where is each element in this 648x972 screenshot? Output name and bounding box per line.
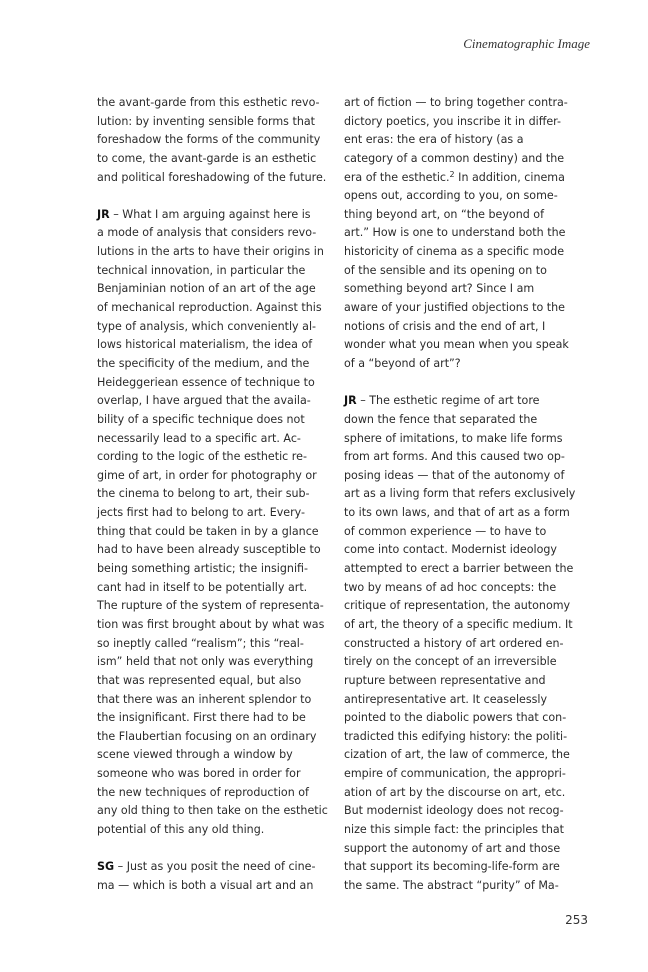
- text-line: ma — which is both a visual art and an: [97, 878, 314, 892]
- line-group: [344, 94, 576, 169]
- text-line: dictory poetics, you inscribe it in differ-: [344, 114, 562, 128]
- text-line: opens out, according to you, on some-: [344, 189, 558, 203]
- speaker-initials: SG: [97, 860, 115, 874]
- text-line: technical innovation, in particular the: [97, 263, 306, 277]
- text-line: attempted to erect a barrier between the: [344, 562, 574, 576]
- text-line: sphere of imitations, to make life forms: [344, 431, 563, 445]
- text-line: critique of representation, the autonomy: [344, 599, 571, 613]
- text-line: gime of art, in order for photography or: [97, 468, 317, 482]
- text-line: the new techniques of reproduction of: [97, 785, 309, 799]
- text-line: cant had in itself to be potentially art.: [97, 580, 308, 594]
- text-line: the cinema to belong to art, their sub-: [97, 487, 310, 501]
- page-number: 253: [565, 913, 588, 927]
- text-line: come into contact. Modernist ideology: [344, 543, 557, 557]
- text-line: art of fiction — to bring together contra-: [344, 96, 568, 109]
- running-head: Cinematographic Image: [463, 36, 590, 51]
- text-line: tirely on the concept of an irreversible: [344, 655, 557, 669]
- text-line: of art, the theory of a specific medium. It: [344, 617, 573, 631]
- text-line: that there was an inherent splendor to: [97, 692, 312, 706]
- line-group: [344, 187, 576, 373]
- text-line: lows historical materialism, the idea of: [97, 338, 313, 352]
- text-run: era of the esthetic.: [344, 170, 450, 184]
- text-line: had to have been already susceptible to: [97, 543, 321, 557]
- text-line: someone who was bored in order for: [97, 767, 301, 781]
- text-line: nize this simple fact: the principles that: [344, 822, 565, 836]
- text-line: thing that could be taken in by a glance: [97, 524, 319, 538]
- text-line: antirepresentative art. It ceaselessly: [344, 692, 548, 706]
- text-run: In addition, cinema: [454, 170, 565, 184]
- text-line: so ineptly called “realism”; this “real-: [97, 636, 304, 650]
- text-line: two by means of ad hoc concepts: the: [344, 580, 557, 594]
- text-line: scene viewed through a window by: [97, 748, 293, 762]
- text-line: foreshadow the forms of the community: [97, 133, 321, 147]
- text-line: rupture between representative and: [344, 673, 546, 687]
- text-line: Heideggeriean essence of technique to: [97, 375, 315, 389]
- paragraph: [97, 206, 329, 840]
- line-group: [97, 224, 329, 839]
- text-line: the avant-garde from this esthetic revo-: [97, 96, 320, 109]
- text-line: tradicted this edifying history: the politi-: [344, 729, 568, 743]
- text-line: constructed a history of art ordered en-: [344, 636, 564, 650]
- text-line: of the sensible and its opening on to: [344, 263, 547, 277]
- text-line: potential of this any old thing.: [97, 822, 265, 836]
- text-line: historicity of cinema as a specific mode: [344, 245, 565, 259]
- left-column: [97, 94, 329, 896]
- paragraph-first-line: [344, 392, 576, 411]
- text-line: any old thing to then take on the esthetic: [97, 804, 328, 818]
- text-line: something beyond art? Since I am: [344, 282, 535, 296]
- text-line: of a “beyond of art”?: [344, 356, 461, 370]
- text-line: type of analysis, which conveniently al-: [97, 319, 317, 333]
- line-group: [97, 877, 329, 896]
- text-line: of mechanical reproduction. Against this: [97, 301, 322, 315]
- text-line: category of a common destiny) and the: [344, 151, 565, 165]
- text-line: empire of communication, the appropri-: [344, 767, 566, 781]
- paragraph: [344, 392, 576, 895]
- text-line: lutions in the arts to have their origins in: [97, 245, 324, 259]
- text-line: thing beyond art, on “the beyond of: [344, 207, 544, 221]
- text-line: But modernist ideology does not recog-: [344, 804, 564, 818]
- text-line: wonder what you mean when you speak: [344, 338, 569, 352]
- text-line: posing ideas — that of the autonomy of: [344, 468, 565, 482]
- text-line: ism” held that not only was everything: [97, 655, 314, 669]
- text-line: a mode of analysis that considers revo-: [97, 226, 317, 240]
- text-line: cording to the logic of the esthetic re-: [97, 450, 307, 464]
- paragraph: [97, 858, 329, 895]
- text-line: to its own laws, and that of art as a form: [344, 506, 570, 520]
- line-group: [344, 411, 576, 896]
- text-run: – What I am arguing against here is: [109, 207, 311, 221]
- text-run: – The esthetic regime of art tore: [356, 394, 540, 408]
- text-line: down the fence that separated the: [344, 412, 538, 426]
- text-line: lution: by inventing sensible forms that: [97, 114, 316, 128]
- text-line: notions of crisis and the end of art, I: [344, 319, 546, 333]
- text-line: art.” How is one to understand both the: [344, 226, 566, 240]
- paragraph: [97, 94, 329, 187]
- text-line: cization of art, the law of commerce, the: [344, 748, 570, 762]
- text-line: support the autonomy of art and those: [344, 841, 561, 855]
- footnote-ref[interactable]: 2: [449, 169, 455, 179]
- text-line: that support its becoming-life-form are: [344, 860, 560, 874]
- text-line: from art forms. And this caused two op-: [344, 450, 565, 464]
- text-line: that was represented equal, but also: [97, 673, 302, 687]
- text-line: the same. The abstract “purity” of Ma-: [344, 878, 559, 892]
- text-line: art as a living form that refers exclusively: [344, 487, 576, 501]
- text-line: the Flaubertian focusing on an ordinary: [97, 729, 317, 743]
- text-line: and political foreshadowing of the future.: [97, 170, 327, 184]
- text-run: – Just as you posit the need of cine-: [114, 860, 316, 874]
- text-line: Benjaminian notion of an art of the age: [97, 282, 316, 296]
- line-with-footnote: [344, 169, 576, 188]
- paragraph-first-line: [97, 206, 329, 225]
- speaker-initials: JR: [344, 394, 357, 408]
- text-line: tion was first brought about by what was: [97, 617, 325, 631]
- text-line: of common experience — to have to: [344, 524, 547, 538]
- text-line: pointed to the diabolic powers that con-: [344, 711, 567, 725]
- text-line: being something artistic; the insignifi-: [97, 562, 309, 576]
- text-line: the specificity of the medium, and the: [97, 356, 310, 370]
- text-line: the insignificant. First there had to be: [97, 711, 306, 725]
- right-column: [344, 94, 576, 896]
- text-line: bility of a specific technique does not: [97, 412, 305, 426]
- paragraph: [344, 94, 576, 374]
- text-line: The rupture of the system of representa-: [97, 599, 324, 613]
- text-line: jects first had to belong to art. Every-: [97, 506, 306, 520]
- speaker-initials: JR: [97, 207, 110, 221]
- text-line: ent eras: the era of history (as a: [344, 133, 524, 147]
- text-line: necessarily lead to a specific art. Ac-: [97, 431, 301, 445]
- text-line: ation of art by the discourse on art, etc.: [344, 785, 566, 799]
- text-line: overlap, I have argued that the availa-: [97, 394, 311, 408]
- text-line: aware of your justified objections to the: [344, 301, 565, 315]
- paragraph-first-line: [97, 858, 329, 877]
- text-line: to come, the avant-garde is an esthetic: [97, 151, 317, 165]
